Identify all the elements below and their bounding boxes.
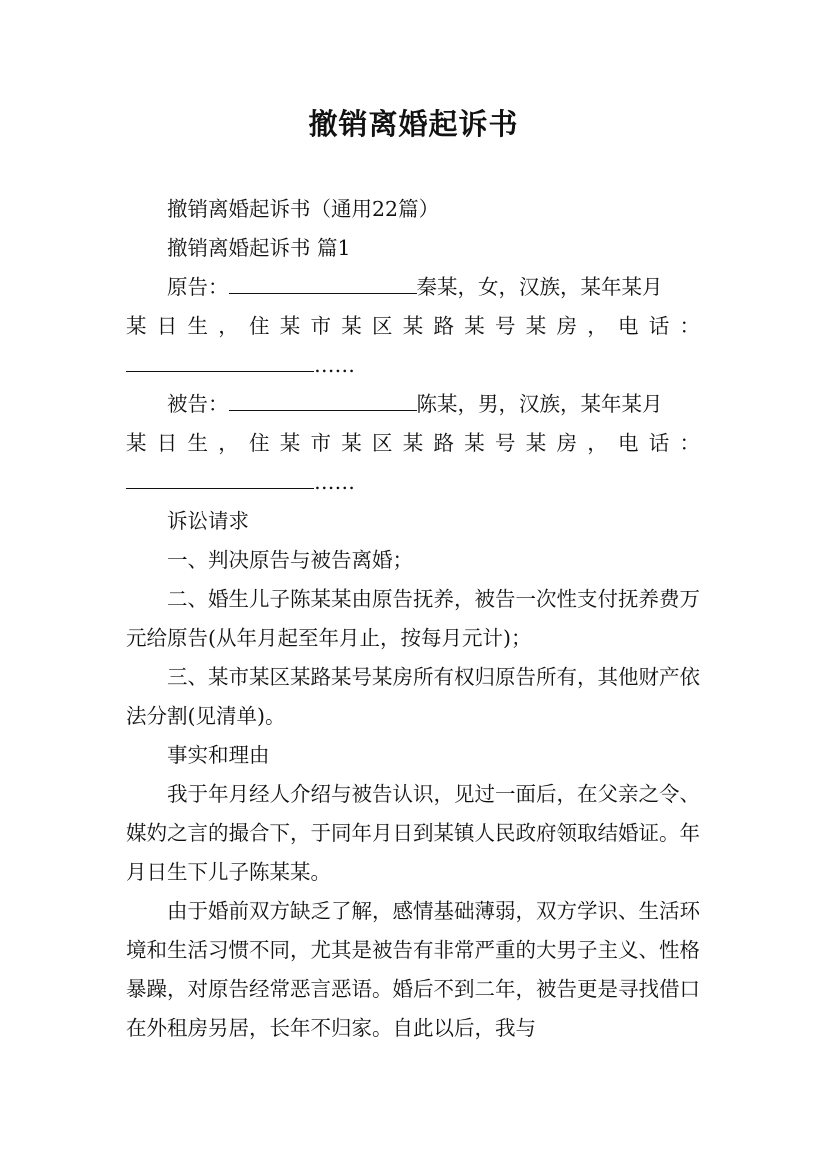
address-char: 路 [433, 314, 454, 338]
address-char: 区 [372, 431, 393, 455]
claim-item-2: 二、婚生儿子陈某某由原告抚养，被告一次性支付抚养费万元给原告(从年月起至年月止，按每月元计)； [126, 587, 700, 650]
address-char: ： [679, 431, 700, 455]
claim-item-3: 三、某市某区某路某号某房所有权归原告所有，其他财产依法分割(见清单)。 [126, 665, 700, 728]
plaintiff-label: 原告： [167, 275, 229, 299]
address-char: ， [587, 431, 608, 455]
plaintiff-name-blank [229, 271, 417, 294]
defendant-address [126, 424, 700, 463]
address-char: 话 [648, 314, 670, 338]
address-char: ： [679, 314, 700, 338]
address-char: 住 [249, 431, 270, 455]
address-char: ， [218, 314, 239, 338]
facts-heading: 事实和理由 [167, 743, 270, 767]
facts-paragraph-1: 我于年月经人介绍与被告认识，见过一面后，在父亲之令、媒妁之言的撮合下，于同年月日到某镇人民政府领取结婚证。年月日生下儿子陈某某。 [126, 782, 700, 884]
address-char: 某 [402, 314, 424, 338]
plaintiff-ellipsis: …… [314, 353, 355, 377]
plaintiff-phone-line [126, 346, 700, 385]
address-char: 某 [341, 431, 362, 455]
defendant-paragraph [126, 385, 700, 424]
address-char: 区 [372, 314, 393, 338]
address-char: 电 [618, 314, 639, 338]
address-char: 号 [495, 314, 516, 338]
defendant-name-blank [229, 388, 417, 411]
address-char: 某 [525, 431, 547, 455]
address-char: 市 [310, 314, 331, 338]
address-char: 路 [433, 431, 454, 455]
address-char: 日 [156, 431, 178, 455]
defendant-label: 被告： [167, 392, 229, 416]
address-char: 某 [126, 431, 147, 455]
defendant-info: 陈某，男，汉族，某年某月 [416, 392, 663, 416]
address-char: 日 [156, 314, 178, 338]
address-char: 号 [495, 431, 516, 455]
plaintiff-paragraph [126, 268, 700, 307]
plaintiff-address-line [126, 307, 700, 346]
address-char: 电 [618, 431, 639, 455]
address-char: 某 [341, 314, 362, 338]
address-char: 某 [525, 314, 547, 338]
address-char: 某 [279, 431, 301, 455]
address-char: ， [587, 314, 608, 338]
address-char: 某 [402, 431, 424, 455]
address-char: 生 [187, 431, 208, 455]
document-title: 撤销离婚起诉书 [308, 107, 519, 141]
facts-paragraph-2: 由于婚前双方缺乏了解，感情基础薄弱，双方学识、生活环境和生活习惯不同，尤其是被告有非常严重的大男子主义、性格暴躁，对原告经常恶言恶语。婚后不到二年，被告更是寻找借口在外租房另居，长年不归家。自此以后，我与 [126, 899, 700, 1040]
section-heading: 撤销离婚起诉书 篇1 [167, 236, 351, 260]
claim-item-1: 一、判决原告与被告离婚； [167, 548, 413, 572]
address-char: 房 [556, 314, 577, 338]
address-char: 某 [464, 431, 485, 455]
address-char: 某 [126, 314, 147, 338]
address-char: 住 [249, 314, 270, 338]
address-char: 生 [187, 314, 208, 338]
subtitle-line: 撤销离婚起诉书（通用22篇） [167, 197, 440, 221]
claims-heading: 诉讼请求 [167, 509, 249, 533]
document-body [126, 190, 700, 1048]
plaintiff-phone-blank [126, 349, 314, 372]
address-char: 房 [556, 431, 577, 455]
address-char: 某 [464, 314, 485, 338]
address-char: 话 [648, 431, 670, 455]
defendant-phone-blank [126, 466, 314, 489]
defendant-phone-line [126, 463, 700, 502]
defendant-address-line [126, 424, 700, 463]
address-char: ， [218, 431, 239, 455]
plaintiff-address [126, 307, 700, 346]
address-char: 某 [279, 314, 301, 338]
defendant-ellipsis: …… [314, 470, 355, 494]
plaintiff-info: 秦某，女，汉族，某年某月 [416, 275, 663, 299]
address-char: 市 [310, 431, 331, 455]
